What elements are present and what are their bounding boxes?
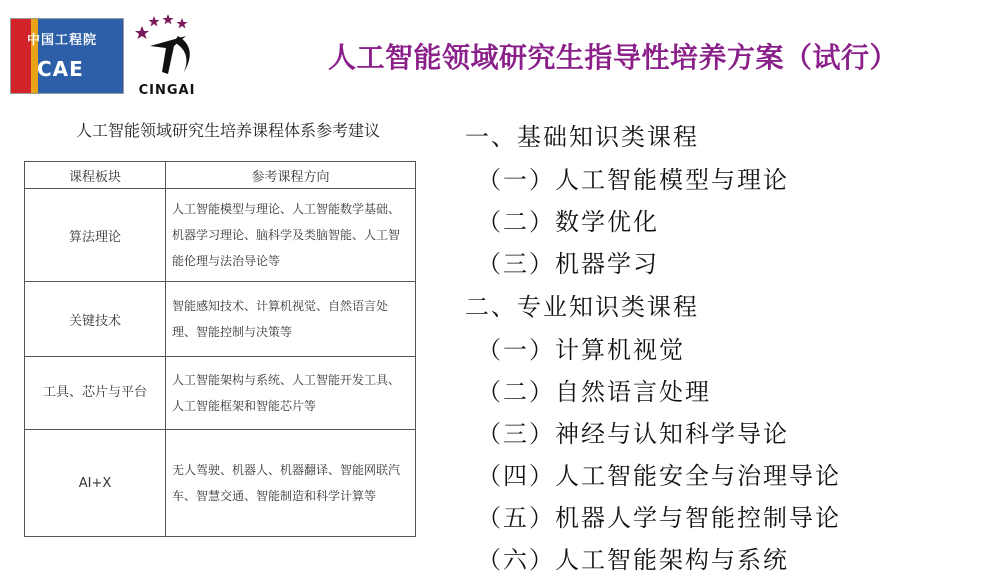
table-cell-category: 关键技术: [25, 282, 166, 357]
cae-logo-cn-text: 中国工程院: [27, 33, 98, 48]
outline-item: （三）机器学习: [477, 250, 659, 278]
outline-item: （二）自然语言处理: [477, 378, 711, 406]
table-cell-directions: 无人驾驶、机器人、机器翻译、智能网联汽车、智慧交通、智能制造和科学计算等: [166, 430, 416, 537]
cingai-logo: [128, 12, 206, 98]
table-row: [25, 430, 416, 537]
course-table-section: [18, 118, 438, 537]
outline-item: （五）机器人学与智能控制导论: [477, 504, 841, 532]
table-cell-category: 工具、芯片与平台: [25, 357, 166, 430]
outline-item: （二）数学优化: [477, 208, 659, 236]
table-header-category: 课程板块: [25, 162, 166, 189]
table-header-row: [25, 162, 416, 189]
table-cell-directions: 智能感知技术、计算机视觉、自然语言处理、智能控制与决策等: [166, 282, 416, 357]
table-cell-directions: 人工智能架构与系统、人工智能开发工具、人工智能框架和智能芯片等: [166, 357, 416, 430]
page-title: 人工智能领域研究生指导性培养方案（试行）: [328, 41, 899, 74]
table-cell-directions: 人工智能模型与理论、人工智能数学基础、机器学习理论、脑科学及类脑智能、人工智能伦理与法治导论等: [166, 189, 416, 282]
outline-item: （六）人工智能架构与系统: [477, 546, 789, 574]
outline-heading-basic: 一、基础知识类课程: [465, 123, 699, 151]
table-row: [25, 357, 416, 430]
outline-item: （一）计算机视觉: [477, 336, 685, 364]
course-outline: [465, 115, 841, 581]
table-cell-category: 算法理论: [25, 189, 166, 282]
table-cell-category: AI+X: [25, 430, 166, 537]
outline-item: （四）人工智能安全与治理导论: [477, 462, 841, 490]
outline-item: （三）神经与认知科学导论: [477, 420, 789, 448]
table-row: [25, 189, 416, 282]
cingai-logo-text: CINGAI: [138, 83, 196, 98]
outline-item: （一）人工智能模型与理论: [477, 166, 789, 194]
outline-heading-professional: 二、专业知识类课程: [465, 293, 699, 321]
cae-logo: [10, 18, 124, 94]
cae-logo-en-text: CAE: [37, 57, 84, 81]
table-row: [25, 282, 416, 357]
table-header-direction: 参考课程方向: [166, 162, 416, 189]
course-table: [24, 161, 416, 537]
table-caption: 人工智能领域研究生培养课程体系参考建议: [75, 121, 380, 140]
cingai-emblem-icon: [128, 12, 206, 78]
